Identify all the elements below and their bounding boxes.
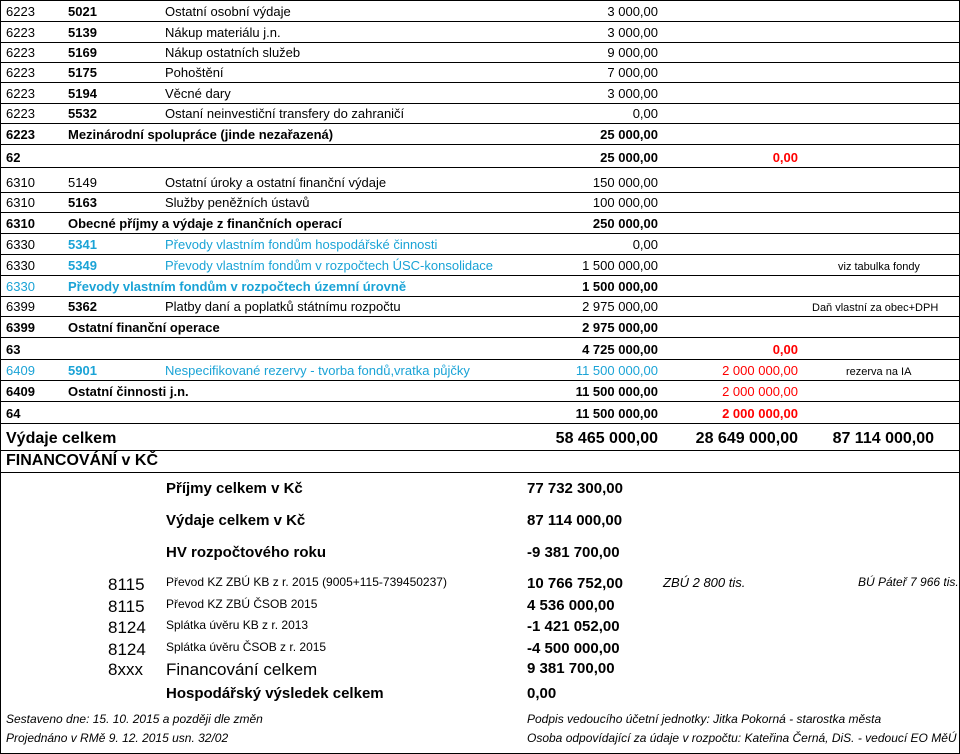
paragraph-code: 62 (6, 150, 21, 165)
paragraph-code: 63 (6, 342, 21, 357)
amount-approved: 3 000,00 (607, 4, 658, 19)
row-divider (0, 359, 960, 360)
paragraph-code: 6310 (6, 175, 35, 190)
row-note: rezerva na IA (846, 366, 912, 378)
item-code: 5901 (68, 363, 97, 378)
financing-title: FINANCOVÁNÍ v KČ (6, 452, 159, 469)
summary-label: HV rozpočtového roku (166, 544, 327, 561)
item-description: Převody vlastním fondům v rozpočtech územní úrovně (68, 279, 407, 294)
financing-note: ZBÚ 2 800 tis. (663, 575, 746, 590)
financing-text: Splátka úvěru ČSOB z r. 2015 (166, 640, 327, 654)
paragraph-code: 6223 (6, 106, 35, 121)
summary-value: 87 114 000,00 (527, 512, 623, 529)
row-divider (0, 103, 960, 104)
financing-code: 8115 (108, 597, 145, 616)
row-divider (0, 82, 960, 83)
fin-total-label: Financování celkem (166, 660, 318, 679)
row-divider (0, 423, 960, 424)
financing-text: Převod KZ ZBÚ KB z r. 2015 (9005+115-739450237) (166, 575, 447, 589)
item-description: Ostatní činnosti j.n. (68, 384, 189, 399)
financing-text: Převod KZ ZBÚ ČSOB 2015 (166, 597, 318, 611)
amount-approved: 1 500 000,00 (582, 279, 658, 294)
item-code: 5194 (68, 86, 97, 101)
total-label: Výdaje celkem (6, 430, 117, 447)
item-code: 5362 (68, 299, 97, 314)
row-divider (0, 316, 960, 317)
divider (0, 472, 960, 473)
paragraph-code: 6310 (6, 216, 35, 231)
item-code: 5139 (68, 25, 97, 40)
summary-label: Výdaje celkem v Kč (166, 512, 306, 529)
financing-text: Splátka úvěru KB z r. 2013 (166, 618, 309, 632)
amount-approved: 25 000,00 (600, 127, 658, 142)
amount-approved: 250 000,00 (592, 216, 658, 231)
row-divider (0, 167, 960, 168)
row-divider (0, 62, 960, 63)
amount-change: 0,00 (772, 150, 798, 165)
item-code: 5532 (68, 106, 97, 121)
paragraph-code: 6399 (6, 320, 35, 335)
item-description: Platby daní a poplatků státnímu rozpočtu (165, 299, 401, 314)
amount-change: 2 000 000,00 (722, 406, 798, 421)
paragraph-code: 64 (6, 406, 21, 421)
paragraph-code: 6223 (6, 45, 35, 60)
row-divider (0, 275, 960, 276)
footer-created: Sestaveno dne: 15. 10. 2015 a později dle změn (6, 712, 263, 726)
paragraph-code: 6330 (6, 279, 35, 294)
row-divider (0, 254, 960, 255)
item-description: Věcné dary (165, 86, 231, 101)
footer-signature: Podpis vedoucího účetní jednotky: Jitka Pokorná - starostka města (527, 712, 882, 726)
divider (0, 450, 960, 451)
paragraph-code: 6310 (6, 195, 35, 210)
item-code: 5163 (68, 195, 97, 210)
total-value-2: 28 649 000,00 (695, 430, 798, 447)
paragraph-code: 6223 (6, 65, 35, 80)
amount-approved: 100 000,00 (592, 195, 658, 210)
financing-code: 8124 (108, 640, 146, 659)
summary-label: Příjmy celkem v Kč (166, 480, 303, 497)
result-label: Hospodářský výsledek celkem (166, 685, 384, 702)
amount-approved: 4 725 000,00 (582, 342, 658, 357)
item-description: Převody vlastním fondům hospodářské činnosti (165, 237, 438, 252)
item-code: 5021 (68, 4, 97, 19)
amount-approved: 11 500 000,00 (575, 406, 658, 421)
amount-approved: 3 000,00 (607, 86, 658, 101)
financing-value: -1 421 052,00 (527, 618, 620, 635)
financing-note: BÚ Páteř 7 966 tis. (858, 575, 959, 589)
footer-responsible: Osoba odpovídající za údaje v rozpočtu: Kateřina Černá, DiS. - vedoucí EO MěÚ (527, 731, 957, 745)
row-divider (0, 233, 960, 234)
paragraph-code: 6330 (6, 237, 35, 252)
item-code: 5349 (68, 258, 97, 273)
fin-total-code: 8xxx (108, 660, 143, 679)
item-code: 5149 (68, 175, 97, 190)
item-code: 5175 (68, 65, 97, 80)
item-description: Nákup materiálu j.n. (165, 25, 281, 40)
row-divider (0, 380, 960, 381)
amount-approved: 9 000,00 (607, 45, 658, 60)
paragraph-code: 6409 (6, 363, 35, 378)
row-divider (0, 192, 960, 193)
result-value: 0,00 (527, 685, 557, 702)
item-description: Převody vlastním fondům v rozpočtech ÚSC-konsolidace (165, 258, 494, 273)
row-divider (0, 212, 960, 213)
item-description: Pohoštění (165, 65, 224, 80)
item-code: 5341 (68, 237, 97, 252)
row-divider (0, 337, 960, 338)
item-description: Ostaní neinvestiční transfery do zahraničí (165, 106, 405, 121)
amount-change: 2 000 000,00 (722, 363, 798, 378)
item-code: 5169 (68, 45, 97, 60)
summary-value: 77 732 300,00 (527, 480, 623, 497)
amount-approved: 7 000,00 (607, 65, 658, 80)
amount-approved: 11 500 000,00 (575, 363, 658, 378)
fin-total-value: 9 381 700,00 (527, 660, 615, 677)
paragraph-code: 6223 (6, 86, 35, 101)
amount-approved: 3 000,00 (607, 25, 658, 40)
amount-approved: 11 500 000,00 (575, 384, 658, 399)
financing-code: 8124 (108, 618, 146, 637)
amount-approved: 150 000,00 (592, 175, 658, 190)
amount-change: 0,00 (772, 342, 798, 357)
row-divider (0, 42, 960, 43)
amount-approved: 0,00 (632, 237, 658, 252)
row-note: viz tabulka fondy (838, 261, 920, 273)
paragraph-code: 6399 (6, 299, 35, 314)
total-value-3: 87 114 000,00 (832, 430, 934, 447)
financing-value: 10 766 752,00 (527, 575, 623, 592)
item-description: Ostatní finanční operace (68, 320, 220, 335)
summary-value: -9 381 700,00 (527, 544, 620, 561)
paragraph-code: 6223 (6, 127, 35, 142)
item-description: Nákup ostatních služeb (165, 45, 301, 60)
amount-approved: 0,00 (632, 106, 658, 121)
row-divider (0, 401, 960, 402)
paragraph-code: 6330 (6, 258, 35, 273)
row-divider (0, 144, 960, 145)
amount-approved: 2 975 000,00 (582, 299, 658, 314)
paragraph-code: 6409 (6, 384, 35, 399)
item-description: Nespecifikované rezervy - tvorba fondů,vratka půjčky (165, 363, 470, 378)
row-divider (0, 123, 960, 124)
item-description: Ostatní úroky a ostatní finanční výdaje (165, 175, 387, 190)
amount-approved: 1 500 000,00 (582, 258, 658, 273)
item-description: Ostatní osobní výdaje (165, 4, 291, 19)
total-value-1: 58 465 000,00 (555, 430, 658, 447)
paragraph-code: 6223 (6, 4, 35, 19)
financing-value: 4 536 000,00 (527, 597, 615, 614)
row-divider (0, 21, 960, 22)
row-note: Daň vlastní za obec+DPH (812, 302, 939, 314)
row-divider (0, 296, 960, 297)
footer-approved: Projednáno v RMě 9. 12. 2015 usn. 32/02 (6, 731, 229, 745)
paragraph-code: 6223 (6, 25, 35, 40)
amount-approved: 2 975 000,00 (582, 320, 658, 335)
amount-change: 2 000 000,00 (722, 384, 798, 399)
amount-approved: 25 000,00 (600, 150, 658, 165)
financing-value: -4 500 000,00 (527, 640, 620, 657)
item-description: Obecné příjmy a výdaje z finančních operací (68, 216, 342, 231)
financing-code: 8115 (108, 575, 145, 594)
item-description: Služby peněžních ústavů (165, 195, 310, 210)
item-description: Mezinárodní spolupráce (jinde nezařazená) (68, 127, 334, 142)
